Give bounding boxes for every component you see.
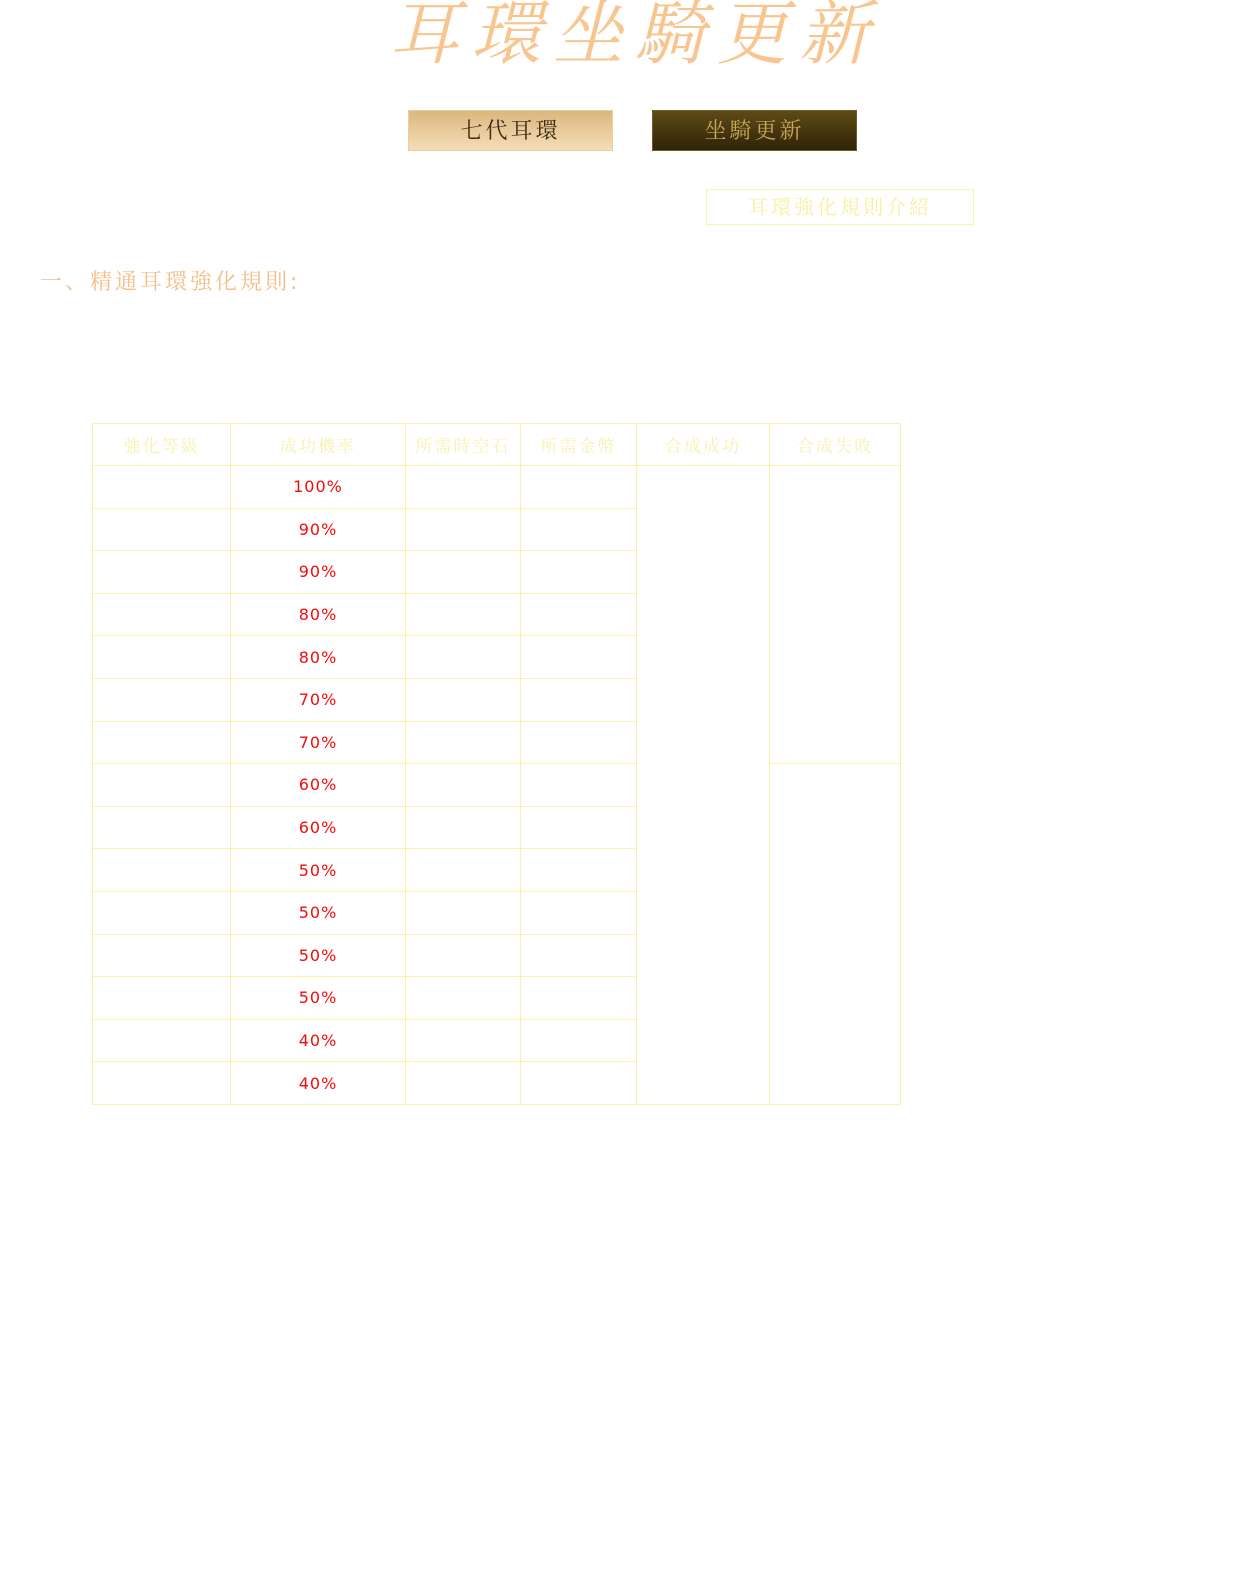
level-cell [93,891,231,934]
gold-cell [521,721,637,764]
time-stone-cell [406,891,521,934]
level-cell [93,934,231,977]
earring-rules-intro-button[interactable]: 耳環強化規則介紹 [706,189,974,225]
success-rate-cell: 80% [231,636,406,679]
time-stone-cell [406,636,521,679]
level-cell [93,466,231,509]
success-rate-cell: 50% [231,934,406,977]
enhancement-rules-table [92,423,901,1105]
gold-cell [521,934,637,977]
level-cell [93,593,231,636]
level-cell [93,678,231,721]
time-stone-cell [406,977,521,1020]
header-synth-fail: 合成失敗 [770,424,901,466]
time-stone-cell [406,806,521,849]
success-rate-cell: 50% [231,849,406,892]
synth-success-cell [637,466,770,1105]
gold-cell [521,636,637,679]
time-stone-cell [406,764,521,807]
gold-cell [521,849,637,892]
gold-cell [521,551,637,594]
success-rate-cell: 80% [231,593,406,636]
level-cell [93,508,231,551]
page-title: 耳環坐騎更新 [389,0,881,75]
table-row [93,764,901,807]
level-cell [93,849,231,892]
synth-fail-cell [770,466,901,764]
level-cell [93,636,231,679]
gold-cell [521,764,637,807]
gold-cell [521,891,637,934]
success-rate-cell: 90% [231,508,406,551]
level-cell [93,1062,231,1105]
time-stone-cell [406,1062,521,1105]
success-rate-cell: 40% [231,1062,406,1105]
time-stone-cell [406,678,521,721]
success-rate-cell: 60% [231,764,406,807]
gold-cell [521,1062,637,1105]
success-rate-cell: 70% [231,721,406,764]
header-synth-success: 合成成功 [637,424,770,466]
success-rate-cell: 70% [231,678,406,721]
gold-cell [521,1019,637,1062]
tab-seventh-gen-earring[interactable]: 七代耳環 [408,110,613,151]
gold-cell [521,678,637,721]
time-stone-cell [406,508,521,551]
success-rate-cell: 40% [231,1019,406,1062]
level-cell [93,764,231,807]
level-cell [93,1019,231,1062]
gold-cell [521,466,637,509]
gold-cell [521,806,637,849]
gold-cell [521,508,637,551]
time-stone-cell [406,551,521,594]
level-cell [93,721,231,764]
success-rate-cell: 50% [231,977,406,1020]
table-row [93,466,901,509]
success-rate-cell: 50% [231,891,406,934]
header-time-stone: 所需時空石 [406,424,521,466]
section-heading: 一、精通耳環強化規則: [40,270,301,295]
gold-cell [521,977,637,1020]
table-header-row [93,424,901,466]
level-cell [93,551,231,594]
level-cell [93,806,231,849]
header-gold: 所需金幣 [521,424,637,466]
synth-fail-cell [770,764,901,1105]
success-rate-cell: 100% [231,466,406,509]
time-stone-cell [406,466,521,509]
time-stone-cell [406,934,521,977]
time-stone-cell [406,1019,521,1062]
header-level: 強化等級 [93,424,231,466]
gold-cell [521,593,637,636]
tab-mount-update[interactable]: 坐騎更新 [652,110,857,151]
time-stone-cell [406,721,521,764]
time-stone-cell [406,593,521,636]
time-stone-cell [406,849,521,892]
success-rate-cell: 90% [231,551,406,594]
level-cell [93,977,231,1020]
success-rate-cell: 60% [231,806,406,849]
header-success-rate: 成功機率 [231,424,406,466]
